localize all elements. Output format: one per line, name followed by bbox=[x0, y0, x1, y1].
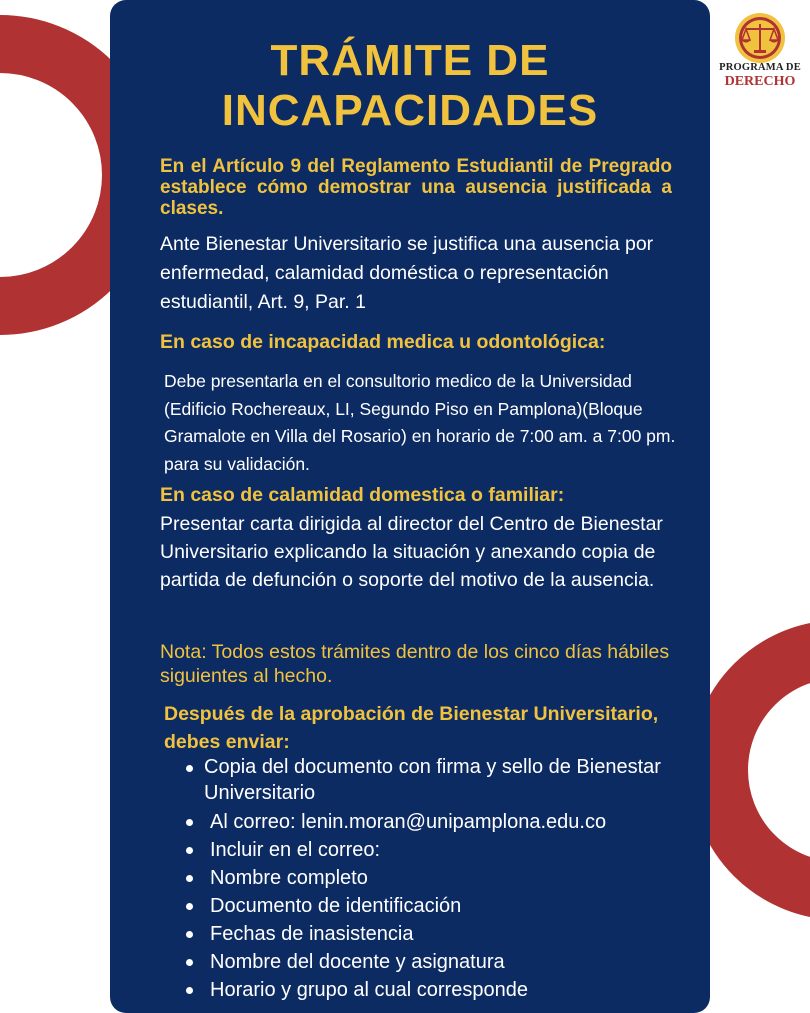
list-item bbox=[164, 892, 704, 920]
bullet-icon bbox=[186, 875, 193, 882]
title-line-1: TRÁMITE DE bbox=[270, 36, 550, 85]
calamity-heading: En caso de calamidad domestica o familiar: bbox=[160, 484, 565, 506]
bullet-icon bbox=[186, 765, 193, 772]
requirements-list bbox=[164, 754, 704, 1004]
bullet-icon bbox=[186, 931, 193, 938]
calamity-body: Presentar carta dirigida al director del Centro de Bienestar Universitario explicando la situación y anexando copia de partida de defunción o soporte del motivo de la ausencia. bbox=[160, 513, 663, 591]
logo-line-1: PROGRAMA DE bbox=[719, 62, 801, 73]
after-heading: Después de la aprobación de Bienestar Universitario, debes enviar: bbox=[164, 703, 659, 753]
title-line-2: INCAPACIDADES bbox=[221, 86, 599, 135]
list-item-text: Horario y grupo al cual corresponde bbox=[210, 979, 528, 1001]
bullet-icon bbox=[186, 959, 193, 966]
list-item-text: Incluir en el correo: bbox=[210, 839, 381, 861]
list-item-text: Nombre del docente y asignatura bbox=[210, 951, 505, 973]
list-item bbox=[164, 864, 704, 892]
list-item-text: Copia del documento con firma y sello de Bienestar Universitario bbox=[204, 756, 661, 804]
intro-body: Ante Bienestar Universitario se justifica una ausencia por enfermedad, calamidad doméstica o representación estudiantil, Art. 9, Par. 1 bbox=[160, 233, 654, 313]
intro-heading: En el Artículo 9 del Reglamento Estudiantil de Pregrado establece cómo demostrar una ausencia justificada a clases. bbox=[160, 156, 672, 219]
logo-line-2: DERECHO bbox=[724, 74, 796, 89]
bullet-icon bbox=[186, 847, 193, 854]
list-item-text: Nombre completo bbox=[210, 867, 368, 889]
bullet-icon bbox=[186, 819, 193, 826]
list-item bbox=[164, 948, 704, 976]
bullet-icon bbox=[186, 903, 193, 910]
bullet-icon bbox=[186, 987, 193, 994]
page-title bbox=[110, 36, 710, 136]
medical-body: Debe presentarla en el consultorio medico de la Universidad (Edificio Rochereaux, LI, Segundo Piso en Pamplona)(Bloque Gramalote en Villa del Rosario) en horario de 7:00 am. a 7:00 pm. para su validación. bbox=[164, 371, 676, 474]
list-item bbox=[164, 808, 704, 836]
medical-heading: En caso de incapacidad medica u odontológica: bbox=[160, 331, 606, 353]
note-text: Nota: Todos estos trámites dentro de los cinco días hábiles siguientes al hecho. bbox=[160, 641, 670, 687]
list-item bbox=[164, 836, 704, 864]
list-item bbox=[164, 754, 704, 806]
list-item bbox=[164, 920, 704, 948]
list-item bbox=[164, 976, 704, 1004]
list-item-text: Documento de identificación bbox=[210, 895, 462, 917]
list-item-text: Al correo: lenin.moran@unipamplona.edu.co bbox=[210, 811, 607, 833]
list-item-text: Fechas de inasistencia bbox=[210, 923, 414, 945]
